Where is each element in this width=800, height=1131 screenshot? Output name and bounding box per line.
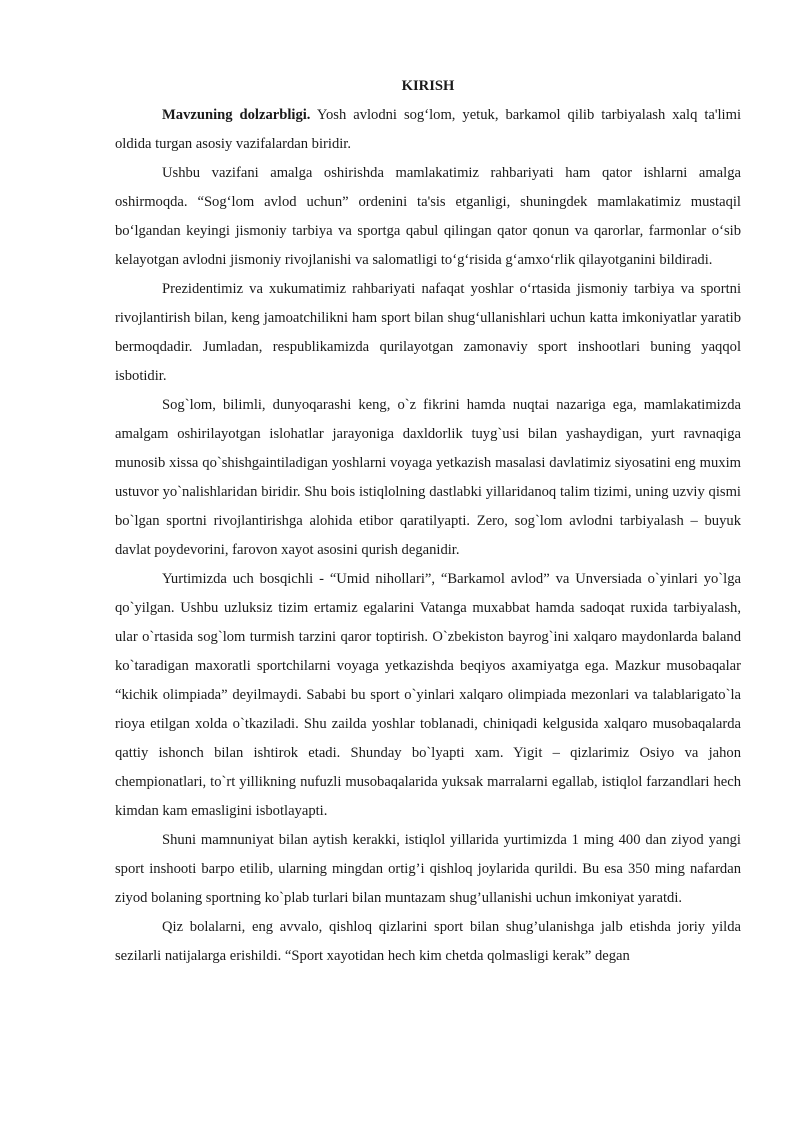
body-paragraph: Shuni mamnuniyat bilan aytish kerakki, istiqlol yillarida yurtimizda 1 ming 400 dan ziyod yangi sport inshooti barpo etilib, ularning mingdan ortig’i qishloq joylarida qurildi. Bu esa 350 ming nafardan ziyod bolaning sportning ko`plab turlari bilan muntazam shug’ullanishi uchun imkoniyat yaratdi. [115, 832, 741, 906]
body-paragraph: Ushbu vazifani amalga oshirishda mamlakatimiz rahbariyati ham qator ishlarni amalga oshirmoqda. “Sog‘lom avlod uchun” ordenini ta'sis etganligi, shuningdek mamlakatimiz mustaqil bo‘lgandan keyingi jismoniy tarbiya va sportga qabul qilingan qator qonun va qarorlar, farmonlar o‘sib kelayotgan avlodni jismoniy rivojlanishi va salomatligi to‘g‘risida g‘amxo‘rlik qilayotganini bildiradi. [115, 165, 741, 268]
body-paragraph: Sog`lom, bilimli, dunyoqarashi keng, o`z fikrini hamda nuqtai nazariga ega, mamlakatimizda amalgam oshirilayotgan islohatlar jarayoniga daxldorlik tuyg`usi bilan yashaydigan, yurt ravnaqiga munosib xissa qo`shishgaintiladigan yoshlarni voyaga yetkazish masalasi davlatimiz siyosatini eng muxim ustuvor yo`nalishlaridan biridir. Shu bois istiqlolning dastlabki yillaridanoq talim tizimi, uning uzviy qismi bo`lgan sportni rivojlantirishga alohida etibor qaratilyapti. Zero, sog`lom avlodni tarbiyalash – buyuk davlat poydevorini, farovon xayot asosini qurish deganidir. [115, 397, 741, 558]
body-paragraph: Qiz bolalarni, eng avvalo, qishloq qizlarini sport bilan shug’ulanishga jalb etishda joriy yilda sezilarli natijalarga erishildi. “Sport xayotidan hech kim chetda qolmasligi kerak” degan [115, 919, 741, 964]
body-paragraph: Prezidentimiz va xukumatimiz rahbariyati nafaqat yoshlar o‘rtasida jismoniy tarbiya va sportni rivojlantirish bilan, keng jamoatchilikni ham sport bilan shug‘ullanishlari uchun katta imkoniyatlar yaratib bermoqdadir. Jumladan, respublikamizda qurilayotgan zamonaviy sport inshootlari buning yaqqol isbotidir. [115, 281, 741, 384]
document-body [115, 72, 741, 971]
topic-relevance-label: Mavzuning dolzarbligi. [162, 107, 311, 123]
intro-text: Yosh avlodni sog‘lom, yetuk, barkamol qilib tarbiyalash xalq ta'limi oldida turgan asosiy vazifalardan biridir. [115, 107, 742, 152]
page-title: KIRISH [401, 78, 455, 94]
body-paragraph: Yurtimizda uch bosqichli - “Umid nihollari”, “Barkamol avlod” va Unversiada o`yinlari yo`lga qo`yilgan. Ushbu uzluksiz tizim ertamiz egalarini Vatanga muxabbat hamda sadoqat ruxida tarbiyalash, ular o`rtasida sog`lom turmish tarzini qaror toptirish. O`zbekiston bayrog`ini xalqaro maydonlarda baland ko`taradigan maxoratli sportchilarni voyaga yetkazishda beqiyos axamiyatga ega. Mazkur musobaqalar “kichik olimpiada” deyilmaydi. Sababi bu sport o`yinlari xalqaro olimpiada mezonlari va talablarigato`la rioya etilgan xolda o`tkaziladi. Shu zailda yoshlar toblanadi, chiniqadi kelgusida xalqaro musobaqalarda qattiy ishonch bilan ishtirok etadi. Shunday bo`lyapti xam. Yigit – qizlarimiz Osiyo va jahon chempionatlari, to`rt yillikning nufuzli musobaqalarida yuksak marralarni egallab, istiqlol farzandlari hech kimdan kam emasligini isbotlayapti. [115, 571, 741, 819]
intro-paragraph [115, 101, 741, 159]
